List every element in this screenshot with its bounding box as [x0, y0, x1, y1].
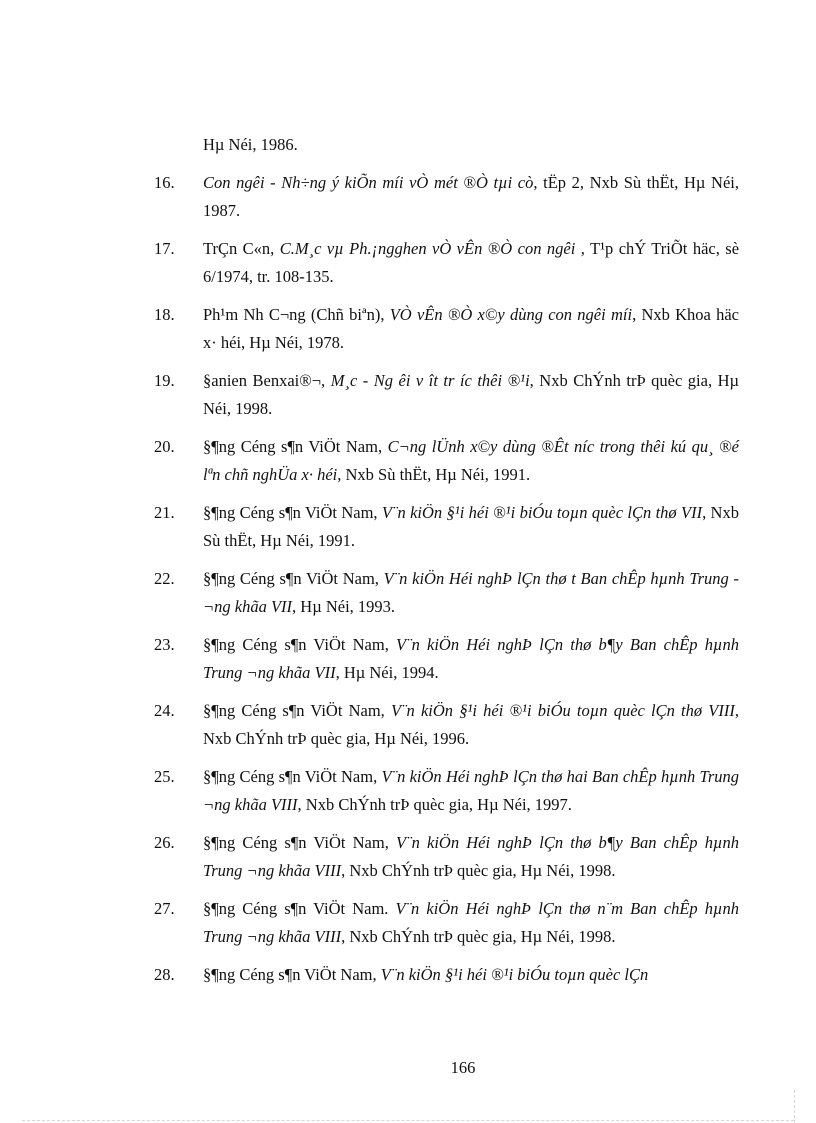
reference-author: TrÇn C«n, — [203, 239, 280, 258]
reference-text — [203, 301, 739, 357]
reference-author: §¶ng Céng s¶n ViÖt Nam, — [203, 833, 396, 852]
reference-text — [203, 565, 739, 621]
reference-text — [203, 829, 739, 885]
reference-number: 24. — [154, 701, 175, 720]
reference-number: 20. — [154, 437, 175, 456]
reference-title: M¸c - Ng êi v ît tr íc thêi ®¹i — [330, 371, 530, 390]
reference-publisher: , Nxb ChÝnh trÞ quèc gia, Hµ Néi, 1998. — [341, 927, 616, 946]
reference-number: 26. — [154, 833, 175, 852]
reference-text — [203, 631, 739, 687]
reference-author: Ph¹m Nh C¬ng (Chñ biªn), — [203, 305, 390, 324]
page-right-divider — [794, 1090, 795, 1123]
reference-author: §¶ng Céng s¶n ViÖt Nam, — [203, 635, 396, 654]
reference-number: 18. — [154, 305, 175, 324]
reference-number: 27. — [154, 899, 175, 918]
reference-number: 23. — [154, 635, 175, 654]
reference-author: §¶ng Céng s¶n ViÖt Nam, — [203, 701, 391, 720]
reference-author: §¶ng Céng s¶n ViÖt Nam, — [203, 437, 388, 456]
reference-title: V¨n kiÖn §¹i héi ®¹i biÓu toµn quèc lÇn — [380, 965, 649, 984]
reference-text — [203, 433, 739, 489]
reference-author: §¶ng Céng s¶n ViÖt Nam, — [203, 767, 382, 786]
reference-text — [203, 961, 739, 989]
reference-publisher: , Nxb Sù thËt, Hµ Néi, 1991. — [203, 503, 739, 550]
reference-title: C.M¸c vµ Ph.¡ngghen vÒ vÊn ®Ò con ngêi — [279, 239, 581, 258]
reference-author: §¶ng Céng s¶n ViÖt Nam, — [203, 965, 381, 984]
reference-title: V¨n kiÖn Héi nghÞ lÇn thø b¶y Ban chÊp hµnh Trung ¬ng khãa VII — [203, 635, 739, 682]
reference-publisher: , Nxb ChÝnh trÞ quèc gia, Hµ Néi, 1998. — [203, 371, 740, 418]
reference-publisher: , Nxb Sù thËt, Hµ Néi, 1991. — [337, 465, 531, 484]
page-bottom-divider — [22, 1120, 794, 1121]
reference-number: 28. — [154, 965, 175, 984]
reference-publisher: , Hµ Néi, 1994. — [335, 663, 439, 682]
reference-text — [203, 763, 739, 819]
reference-publisher: , Nxb Khoa häc x· héi, Hµ Néi, 1978. — [203, 305, 739, 352]
page-number: 166 — [450, 1058, 476, 1077]
reference-title: V¨n kiÖn §¹i héi ®¹i biÓu toµn quèc lÇn thø VII — [381, 503, 703, 522]
reference-publisher: , Nxb ChÝnh trÞ quèc gia, Hµ Néi, 1998. — [341, 861, 616, 880]
reference-text — [203, 169, 739, 225]
reference-title: Con ngêi - Nh÷ng ý kiÕn míi vÒ mét ®Ò tµi cò — [203, 173, 534, 192]
reference-title: V¨n kiÖn Héi nghÞ lÇn thø n¨m Ban chÊp hµnh Trung ¬ng khãa VIII — [203, 899, 739, 946]
reference-title: VÒ vÊn ®Ò x©y dùng con ngêi míi — [389, 305, 633, 324]
reference-number: 25. — [154, 767, 175, 786]
reference-title: V¨n kiÖn Héi nghÞ lÇn thø b¶y Ban chÊp hµnh Trung ¬ng khãa VIII — [203, 833, 739, 880]
reference-text — [203, 367, 739, 423]
reference-publisher: , T¹p chÝ TriÕt häc, sè 6/1974, tr. 108-135. — [203, 239, 740, 286]
reference-title: V¨n kiÖn §¹i héi ®¹i biÓu toµn quèc lÇn thø VIII — [390, 701, 735, 720]
reference-number: 22. — [154, 569, 175, 588]
reference-number: 17. — [154, 239, 175, 258]
reference-text — [203, 499, 739, 555]
reference-text — [203, 235, 739, 291]
reference-title: V¨n kiÖn Héi nghÞ lÇn thø t Ban chÊp hµnh Trung ¬ng khãa VII — [203, 569, 740, 616]
reference-publisher: , Hµ Néi, 1993. — [292, 597, 396, 616]
reference-publisher: , tËp 2, Nxb Sù thËt, Hµ Néi, 1987. — [203, 173, 739, 220]
reference-publisher: , Nxb ChÝnh trÞ quèc gia, Hµ Néi, 1997. — [297, 795, 572, 814]
reference-publisher: , Nxb ChÝnh trÞ quèc gia, Hµ Néi, 1996. — [203, 701, 739, 748]
reference-number: 16. — [154, 173, 175, 192]
reference-author: §¶ng Céng s¶n ViÖt Nam. — [203, 899, 396, 918]
continuation-text: Hµ Néi, 1986. — [203, 135, 298, 154]
reference-text — [203, 895, 739, 951]
reference-number: 19. — [154, 371, 175, 390]
reference-author: §anien Benxai®¬, — [203, 371, 331, 390]
reference-title: C¬ng lÜnh x©y dùng ®Êt níc trong thêi kú qu¸ ®é lªn chñ nghÜa x· héi — [203, 437, 739, 484]
reference-title: V¨n kiÖn Héi nghÞ lÇn thø hai Ban chÊp hµnh Trung ¬ng khãa VIII — [203, 767, 739, 814]
reference-author: §¶ng Céng s¶n ViÖt Nam, — [203, 569, 384, 588]
reference-number: 21. — [154, 503, 175, 522]
reference-text — [203, 697, 739, 753]
reference-author: §¶ng Céng s¶n ViÖt Nam, — [203, 503, 382, 522]
